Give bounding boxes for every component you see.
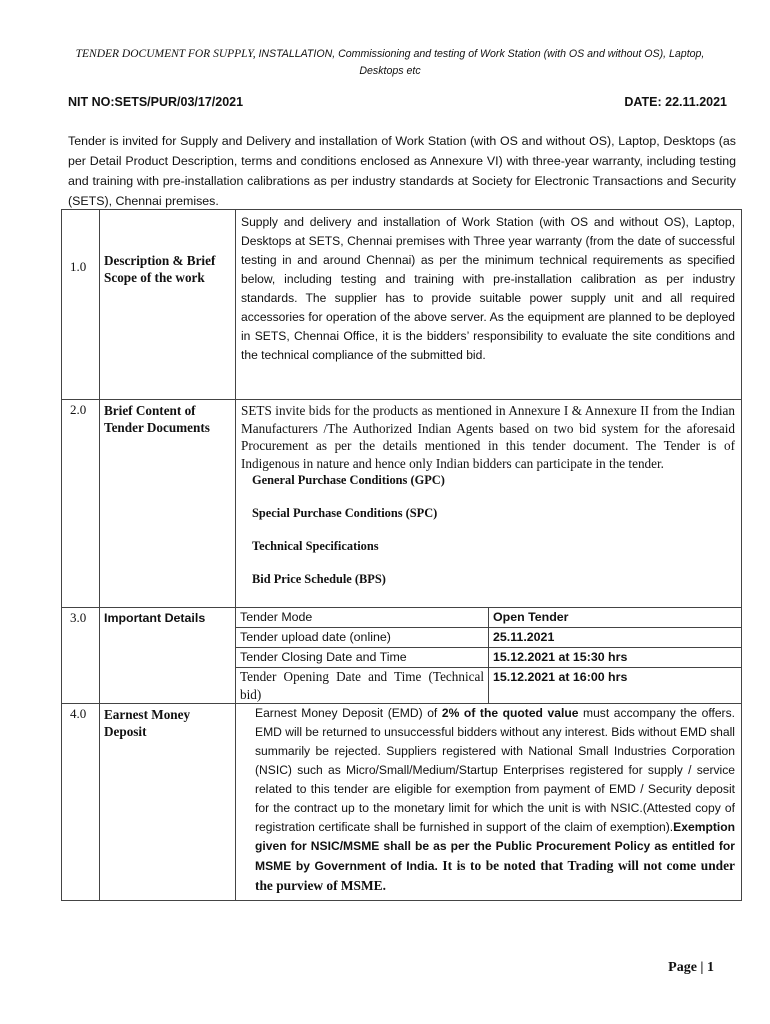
table-row <box>236 668 741 704</box>
table-row <box>236 608 741 628</box>
detail-value: 15.12.2021 at 16:00 hrs <box>493 670 628 684</box>
section-title: Earnest Money Deposit <box>104 707 191 739</box>
emd-text: must accompany the offers. EMD will be returned to unsuccessful bidders without any interest. Bids without EMD shall summarily be rejected. Suppliers registered with National Small Industries Corporation (NSIC) such as Micro/Small/Medium/Startup Enterprises registered for supply / service related to this tender are eligible for exemption from payment of EMD / Security deposit for the contract up to the monetary limit for which the unit is with NSIC.(Attested copy of registration certificate shall be furnished in support of the claim of exemption). <box>255 706 735 834</box>
section-title: Brief Content of Tender Documents <box>104 403 210 435</box>
detail-value: 15.12.2021 at 15:30 hrs <box>489 648 742 668</box>
section-number: 1.0 <box>70 259 87 274</box>
section-row-4 <box>62 704 742 901</box>
detail-label: Tender Mode <box>236 608 489 628</box>
emd-trading-note: It is to be noted that Trading will not come under the purview of MSME. <box>255 858 735 893</box>
list-item: Special Purchase Conditions (SPC) <box>252 506 438 521</box>
important-details-table <box>236 608 741 703</box>
section-number: 2.0 <box>70 402 87 417</box>
detail-value: Open Tender <box>489 608 742 628</box>
tender-details-table <box>61 209 742 901</box>
list-item: Technical Specifications <box>252 539 379 554</box>
list-item: General Purchase Conditions (GPC) <box>252 473 445 488</box>
list-item: Bid Price Schedule (BPS) <box>252 572 386 587</box>
detail-label: Tender Opening Date and Time (Technical bid) <box>236 668 489 704</box>
emd-percentage: 2% of the quoted value <box>441 706 579 720</box>
document-title <box>70 46 710 80</box>
document-contents-list <box>236 472 741 589</box>
section-title: Important Details <box>104 611 206 625</box>
section-body: Supply and delivery and installation of Work Station (with OS and without OS), Laptop, Desktops at SETS, Chennai premises with Three year warranty (from the date of successful testing in and around Chennai) as per the minimum technical requirements as specified below, including testing and training with pre-installation calibration as per industry standards. The supplier has to provide suitable power supply unit and all required accessories for operation of the above server. As the equipment are planned to be deployed in SETS, Chennai Office, it is the bidders’ responsibility to evaluate the site conditions and the technical compliance of the submitted bid. <box>241 215 735 362</box>
detail-value: 25.11.2021 <box>489 628 742 648</box>
tender-date: DATE: 22.11.2021 <box>624 95 727 109</box>
section-body: SETS invite bids for the products as mentioned in Annexure I & Annexure II from the Indian Manufacturers /The Authorized Indian Agents based on two bid system for the aforesaid Procurement as per the details mentioned in this tender document. The Tender is of Indigenous in nature and hence only Indian bidders can participate in the tender. <box>241 403 735 471</box>
page-number: Page | 1 <box>668 960 714 975</box>
nit-number: NIT NO:SETS/PUR/03/17/2021 <box>68 95 244 109</box>
section-row-3 <box>62 608 742 704</box>
emd-text: Earnest Money Deposit (EMD) of <box>255 706 442 720</box>
section-row-1 <box>62 210 742 400</box>
section-row-2 <box>62 400 742 608</box>
emd-exemption-note: Exemption given for NSIC/MSME shall be as per the Public Procurement Policy as entitled for MSME by Government of India. <box>255 820 735 873</box>
table-row <box>236 628 741 648</box>
section-number: 3.0 <box>70 610 87 625</box>
table-row <box>236 648 741 668</box>
section-number: 4.0 <box>70 706 87 721</box>
detail-label: Tender Closing Date and Time <box>236 648 489 668</box>
title-part-2: INSTALLATION, Commissioning and testing of Work Station (with OS and without OS), Laptop, Desktops etc <box>258 48 705 77</box>
emd-body <box>236 704 741 900</box>
detail-label: Tender upload date (online) <box>236 628 489 648</box>
section-title: Description & Brief Scope of the work <box>104 253 216 285</box>
title-part-1: TENDER DOCUMENT FOR SUPPLY, <box>75 48 259 60</box>
intro-paragraph: Tender is invited for Supply and Delivery and installation of Work Station (with OS and without OS), Laptop, Desktops (as per Detail Product Description, terms and conditions enclosed as Annexure VI) with three-year warranty, including testing and training with pre-installation calibrations as per industry standards at Society for Electronic Transactions and Security (SETS), Chennai premises. <box>68 134 736 208</box>
